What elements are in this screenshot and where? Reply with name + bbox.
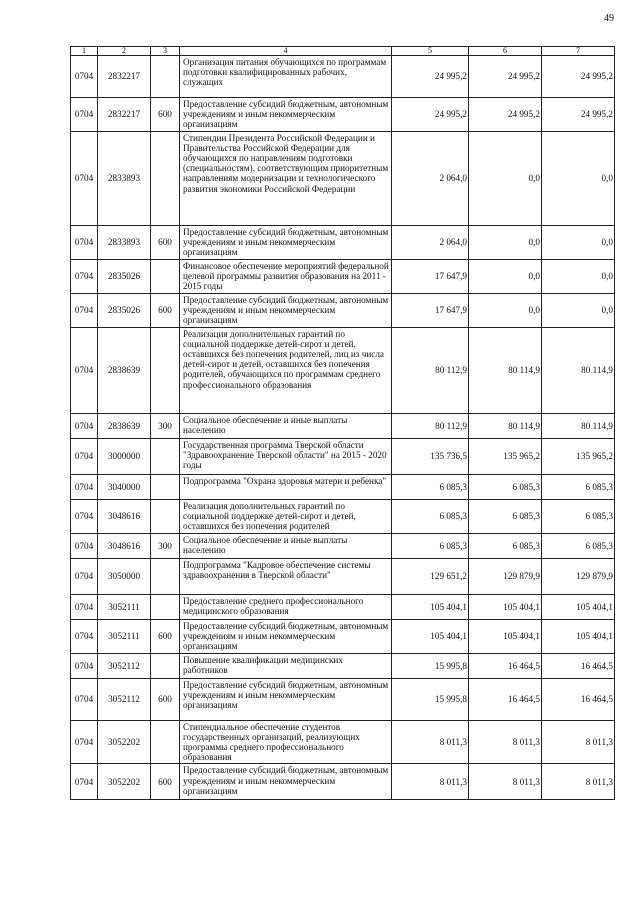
amount-col7: 135 965,2	[542, 439, 615, 475]
target-article-code: 3052111	[98, 595, 151, 620]
expense-type-code	[151, 56, 180, 98]
table-row	[71, 500, 615, 534]
section-code: 0704	[71, 414, 98, 439]
table-row	[71, 260, 615, 294]
column-number: 1	[71, 47, 98, 56]
table-row	[71, 654, 615, 679]
expense-type-code	[151, 654, 180, 679]
table-row	[71, 534, 615, 559]
item-name: Предоставление субсидий бюджетным, автономным учреждениям и иным некоммерческим организациям	[180, 764, 392, 800]
amount-col5: 80 112,9	[392, 414, 469, 439]
expense-type-code: 600	[151, 98, 180, 132]
amount-col7: 105 404,1	[542, 620, 615, 654]
amount-col6: 80 114,9	[469, 414, 542, 439]
target-article-code: 3052111	[98, 620, 151, 654]
column-number: 6	[469, 47, 542, 56]
item-name: Социальное обеспечение и иные выплаты населению	[180, 534, 392, 559]
section-code: 0704	[71, 620, 98, 654]
table-row	[71, 98, 615, 132]
column-number: 4	[180, 47, 392, 56]
amount-col6: 129 879,9	[469, 559, 542, 595]
target-article-code: 2835026	[98, 260, 151, 294]
target-article-code: 3040000	[98, 475, 151, 500]
item-name: Организация питания обучающихся по программам подготовки квалифицированных рабочих, служащих	[180, 56, 392, 98]
section-code: 0704	[71, 559, 98, 595]
amount-col6: 0,0	[469, 294, 542, 328]
expense-type-code: 600	[151, 679, 180, 721]
expense-type-code: 600	[151, 764, 180, 800]
amount-col7: 6 085,3	[542, 500, 615, 534]
expense-type-code	[151, 132, 180, 226]
amount-col5: 2 064,0	[392, 226, 469, 260]
table-row	[71, 439, 615, 475]
item-name: Социальное обеспечение и иные выплаты населению	[180, 414, 392, 439]
column-number: 2	[98, 47, 151, 56]
amount-col7: 24 995,2	[542, 56, 615, 98]
section-code: 0704	[71, 56, 98, 98]
amount-col5: 105 404,1	[392, 620, 469, 654]
expense-type-code: 600	[151, 620, 180, 654]
column-number: 3	[151, 47, 180, 56]
amount-col7: 80 114,9	[542, 414, 615, 439]
target-article-code: 3052112	[98, 654, 151, 679]
amount-col6: 8 011,3	[469, 721, 542, 764]
amount-col5: 6 085,3	[392, 534, 469, 559]
table-row	[71, 559, 615, 595]
amount-col6: 135 965,2	[469, 439, 542, 475]
target-article-code: 3052202	[98, 764, 151, 800]
section-code: 0704	[71, 654, 98, 679]
amount-col6: 8 011,3	[469, 764, 542, 800]
expense-type-code	[151, 260, 180, 294]
expense-type-code: 600	[151, 226, 180, 260]
target-article-code: 2833893	[98, 226, 151, 260]
table-row	[71, 294, 615, 328]
target-article-code: 2835026	[98, 294, 151, 328]
section-code: 0704	[71, 534, 98, 559]
section-code: 0704	[71, 294, 98, 328]
section-code: 0704	[71, 500, 98, 534]
amount-col5: 17 647,9	[392, 294, 469, 328]
amount-col5: 2 064,0	[392, 132, 469, 226]
expense-type-code: 300	[151, 534, 180, 559]
section-code: 0704	[71, 475, 98, 500]
amount-col5: 129 651,2	[392, 559, 469, 595]
page-number: 49	[604, 13, 614, 24]
amount-col7: 0,0	[542, 260, 615, 294]
item-name: Стипендии Президента Российской Федерации и Правительства Российской Федерации для обучающихся по направлениям подготовки (специальностям), соответствующим приоритетным направлениям модернизации и технологического развития экономики Российской Федерации	[180, 132, 392, 226]
amount-col5: 17 647,9	[392, 260, 469, 294]
table-row	[71, 132, 615, 226]
amount-col6: 16 464,5	[469, 679, 542, 721]
amount-col6: 105 404,1	[469, 620, 542, 654]
amount-col6: 0,0	[469, 260, 542, 294]
target-article-code: 3048616	[98, 500, 151, 534]
expense-type-code: 600	[151, 294, 180, 328]
amount-col7: 16 464,5	[542, 679, 615, 721]
section-code: 0704	[71, 226, 98, 260]
amount-col5: 24 995,2	[392, 98, 469, 132]
item-name: Предоставление среднего профессионального медицинского образования	[180, 595, 392, 620]
column-number: 5	[392, 47, 469, 56]
amount-col5: 6 085,3	[392, 500, 469, 534]
item-name: Стипендиальное обеспечение студентов государственных организаций, реализующих программы среднего профессионального образования	[180, 721, 392, 764]
table-row	[71, 226, 615, 260]
section-code: 0704	[71, 764, 98, 800]
amount-col6: 105 404,1	[469, 595, 542, 620]
table-row	[71, 475, 615, 500]
amount-col5: 80 112,9	[392, 328, 469, 414]
amount-col5: 15 995,8	[392, 679, 469, 721]
amount-col6: 0,0	[469, 132, 542, 226]
expense-type-code	[151, 559, 180, 595]
table-row	[71, 328, 615, 414]
amount-col7: 0,0	[542, 132, 615, 226]
target-article-code: 2833893	[98, 132, 151, 226]
table-row	[71, 679, 615, 721]
amount-col6: 80 114,9	[469, 328, 542, 414]
item-name: Реализация дополнительных гарантий по социальной поддержке детей-сирот и детей, оставшихся без попечения родителей, лиц из числа детей-сирот и детей, оставшихся без попечения родителей, обучающихся по программам среднего профессионального образования	[180, 328, 392, 414]
target-article-code: 2832217	[98, 56, 151, 98]
item-name: Подпрограмма "Охрана здоровья матери и ребенка"	[180, 475, 392, 500]
column-number: 7	[542, 47, 615, 56]
expense-type-code	[151, 500, 180, 534]
amount-col5: 24 995,2	[392, 56, 469, 98]
amount-col6: 6 085,3	[469, 475, 542, 500]
table-row	[71, 56, 615, 98]
section-code: 0704	[71, 98, 98, 132]
target-article-code: 3048616	[98, 534, 151, 559]
section-code: 0704	[71, 595, 98, 620]
amount-col6: 24 995,2	[469, 56, 542, 98]
amount-col6: 16 464,5	[469, 654, 542, 679]
item-name: Финансовое обеспечение мероприятий федеральной целевой программы развития образования на 2011 - 2015 годы	[180, 260, 392, 294]
item-name: Предоставление субсидий бюджетным, автономным учреждениям и иным некоммерческим организациям	[180, 620, 392, 654]
target-article-code: 3000000	[98, 439, 151, 475]
amount-col5: 6 085,3	[392, 475, 469, 500]
item-name: Государственная программа Тверской области "Здравоохранение Тверской области" на 2015 - 2020 годы	[180, 439, 392, 475]
table-row	[71, 414, 615, 439]
amount-col7: 24 995,2	[542, 98, 615, 132]
target-article-code: 2838639	[98, 328, 151, 414]
item-name: Предоставление субсидий бюджетным, автономным учреждениям и иным некоммерческим организациям	[180, 98, 392, 132]
target-article-code: 2838639	[98, 414, 151, 439]
item-name: Подпрограмма "Кадровое обеспечение системы здравоохранения в Тверской области"	[180, 559, 392, 595]
item-name: Предоставление субсидий бюджетным, автономным учреждениям и иным некоммерческим организациям	[180, 679, 392, 721]
amount-col6: 6 085,3	[469, 500, 542, 534]
table-row	[71, 721, 615, 764]
section-code: 0704	[71, 260, 98, 294]
target-article-code: 2832217	[98, 98, 151, 132]
amount-col7: 6 085,3	[542, 534, 615, 559]
expense-type-code	[151, 595, 180, 620]
target-article-code: 3052202	[98, 721, 151, 764]
expense-type-code: 300	[151, 414, 180, 439]
amount-col7: 80 114,9	[542, 328, 615, 414]
table-row	[71, 620, 615, 654]
item-name: Повышение квалификации медицинских работников	[180, 654, 392, 679]
amount-col7: 129 879,9	[542, 559, 615, 595]
section-code: 0704	[71, 132, 98, 226]
expense-type-code	[151, 439, 180, 475]
expense-type-code	[151, 328, 180, 414]
amount-col5: 8 011,3	[392, 721, 469, 764]
item-name: Предоставление субсидий бюджетным, автономным учреждениям и иным некоммерческим организациям	[180, 226, 392, 260]
amount-col5: 8 011,3	[392, 764, 469, 800]
table-row	[71, 764, 615, 800]
table-row	[71, 595, 615, 620]
amount-col7: 8 011,3	[542, 764, 615, 800]
budget-table	[70, 46, 615, 800]
amount-col5: 15 995,8	[392, 654, 469, 679]
amount-col7: 6 085,3	[542, 475, 615, 500]
amount-col7: 0,0	[542, 294, 615, 328]
section-code: 0704	[71, 679, 98, 721]
amount-col6: 24 995,2	[469, 98, 542, 132]
amount-col7: 0,0	[542, 226, 615, 260]
amount-col6: 0,0	[469, 226, 542, 260]
item-name: Предоставление субсидий бюджетным, автономным учреждениям и иным некоммерческим организациям	[180, 294, 392, 328]
amount-col7: 16 464,5	[542, 654, 615, 679]
target-article-code: 3052112	[98, 679, 151, 721]
expense-type-code	[151, 475, 180, 500]
amount-col6: 6 085,3	[469, 534, 542, 559]
column-number-row	[71, 47, 615, 56]
expense-type-code	[151, 721, 180, 764]
amount-col5: 135 736,5	[392, 439, 469, 475]
target-article-code: 3050000	[98, 559, 151, 595]
amount-col7: 8 011,3	[542, 721, 615, 764]
item-name: Реализация дополнительных гарантий по социальной поддержке детей-сирот и детей, оставшихся без попечения родителей	[180, 500, 392, 534]
section-code: 0704	[71, 721, 98, 764]
amount-col5: 105 404,1	[392, 595, 469, 620]
amount-col7: 105 404,1	[542, 595, 615, 620]
section-code: 0704	[71, 328, 98, 414]
section-code: 0704	[71, 439, 98, 475]
